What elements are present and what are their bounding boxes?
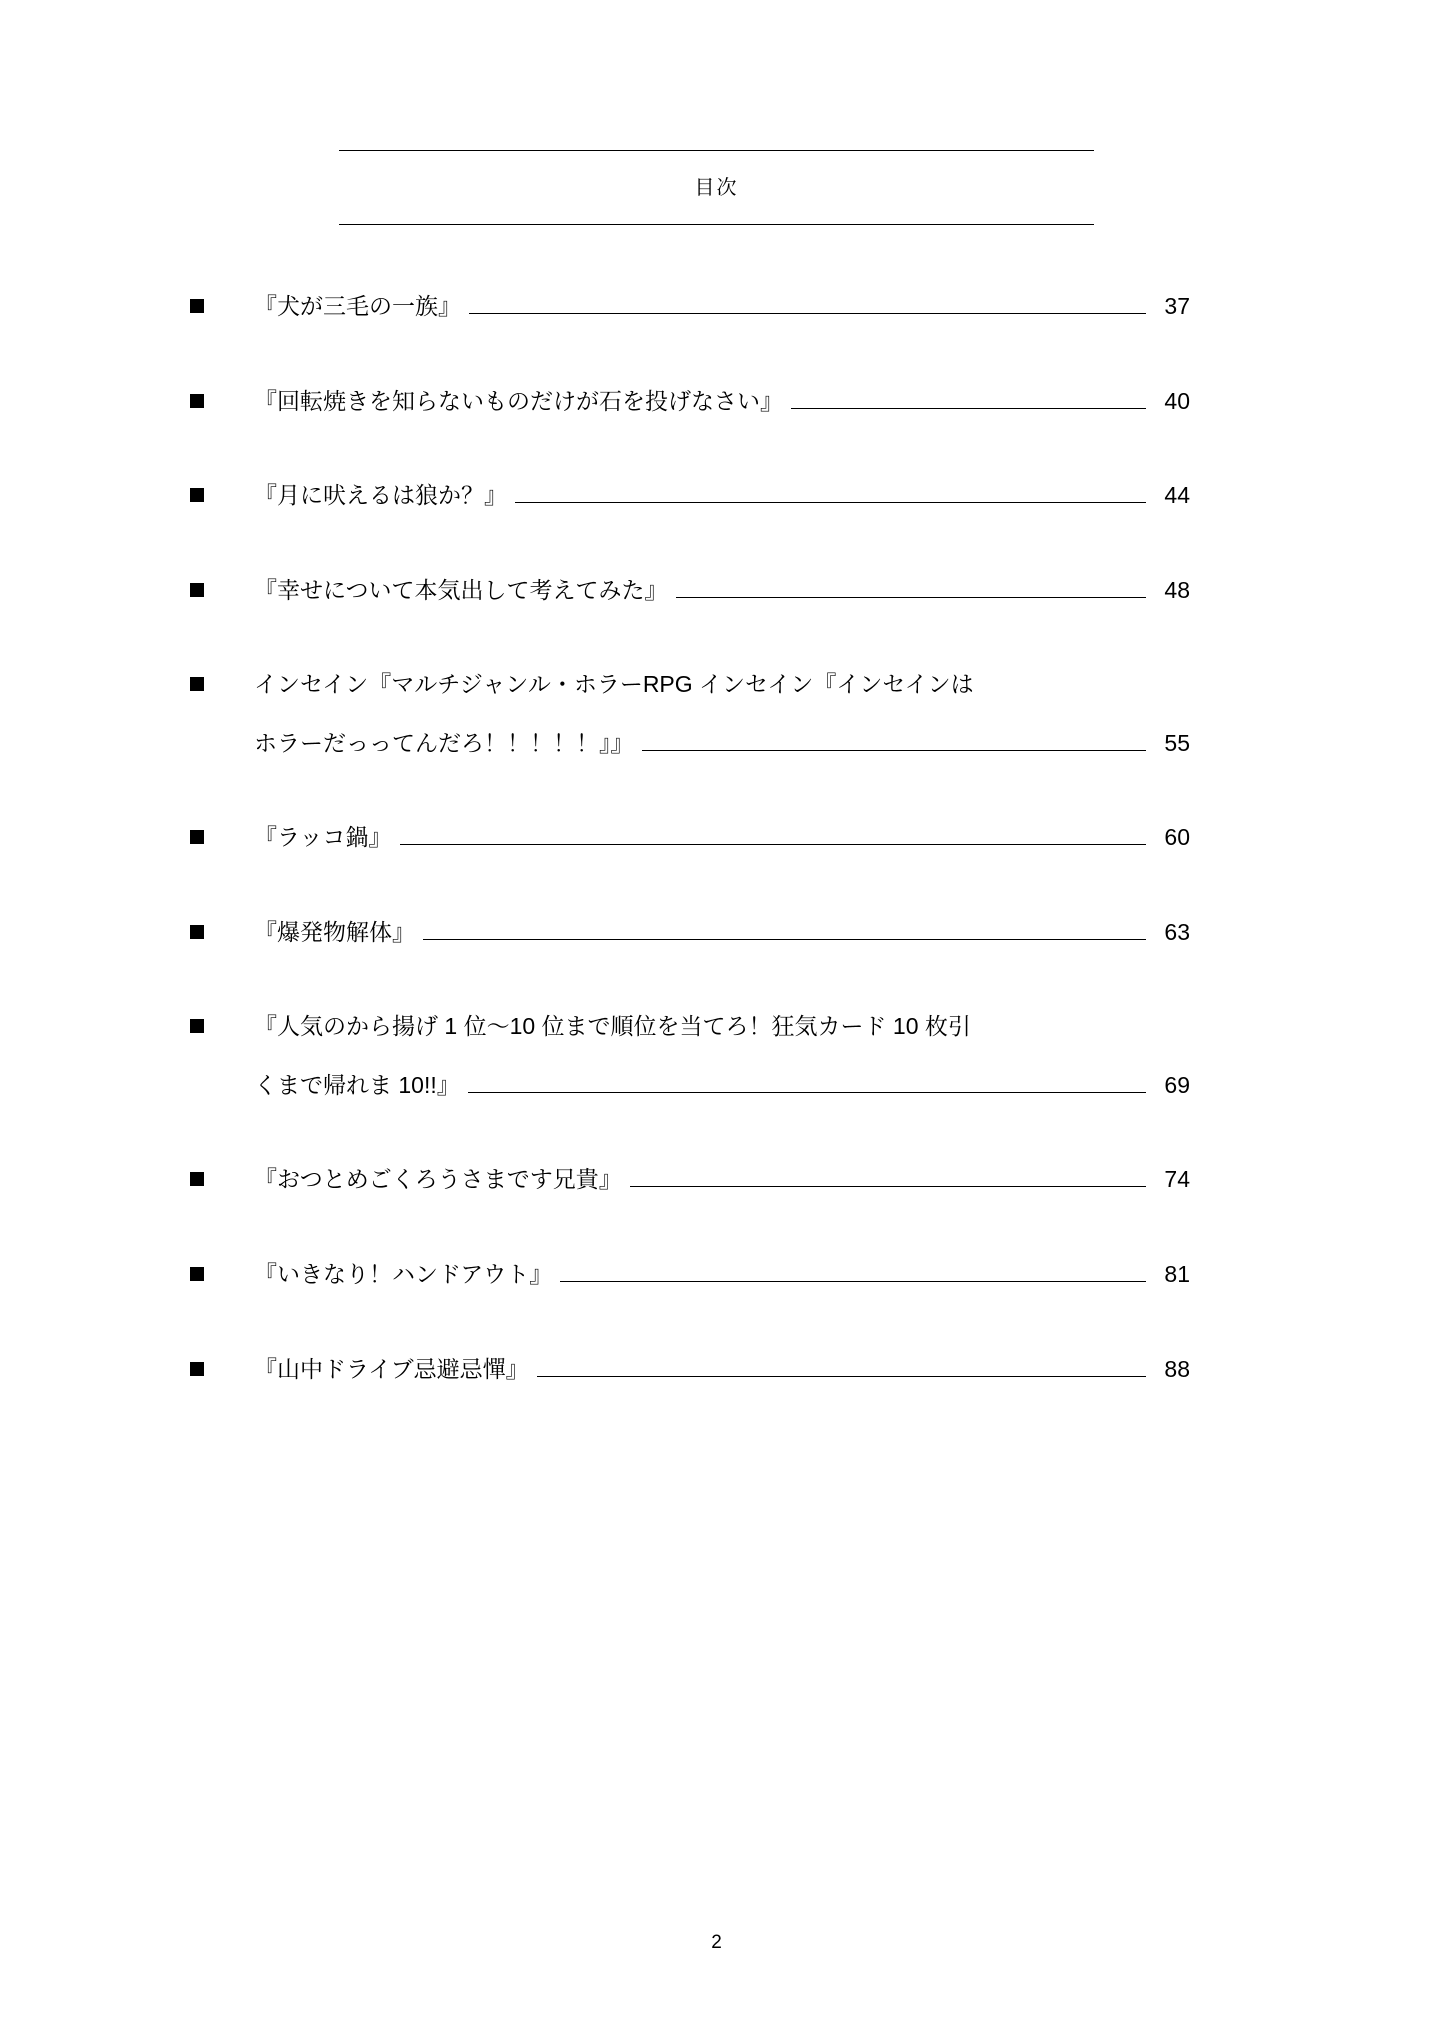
leader-line bbox=[400, 844, 1146, 845]
leader-line bbox=[468, 1092, 1146, 1093]
square-bullet-icon bbox=[190, 488, 204, 502]
toc-entry-body bbox=[254, 816, 1190, 859]
page-title: 目次 bbox=[694, 177, 739, 199]
toc-entry-title-line1: インセイン『マルチジャンル・ホラーRPG インセイン『インセインは bbox=[254, 671, 974, 698]
toc-entry-body bbox=[254, 1158, 1190, 1201]
toc-entry-body bbox=[254, 474, 1190, 517]
toc-entry-page: 81 bbox=[1164, 1261, 1190, 1288]
leader-line bbox=[630, 1186, 1146, 1187]
toc-header bbox=[339, 0, 1094, 225]
toc-entry-body bbox=[254, 1253, 1190, 1296]
toc-entry-page: 69 bbox=[1164, 1071, 1190, 1098]
toc-entry[interactable] bbox=[190, 1348, 1190, 1391]
toc-entry-page: 63 bbox=[1164, 918, 1190, 945]
toc-entry-title: 『回転焼きを知らないものだけが石を投げなさい』 bbox=[254, 387, 783, 414]
page-footer: 2 bbox=[711, 1932, 722, 1953]
toc-entry[interactable] bbox=[190, 663, 1190, 764]
toc-entry-title-line1: 『人気のから揚げ 1 位〜10 位まで順位を当てろ！狂気カード 10 枚引 bbox=[254, 1013, 971, 1040]
toc-entry[interactable] bbox=[190, 474, 1190, 517]
toc-entry-title: 『いきなり！ハンドアウト』 bbox=[254, 1261, 553, 1288]
toc-entry-body bbox=[254, 663, 1190, 764]
leader-line bbox=[642, 750, 1147, 751]
square-bullet-icon bbox=[190, 1267, 204, 1281]
square-bullet-icon bbox=[190, 394, 204, 408]
toc-entry[interactable] bbox=[190, 1005, 1190, 1106]
square-bullet-icon bbox=[190, 583, 204, 597]
toc-entry-title: 『幸せについて本気出して考えてみた』 bbox=[254, 576, 668, 603]
toc-entry-page: 60 bbox=[1164, 824, 1190, 851]
leader-line bbox=[423, 939, 1146, 940]
toc-entry-title: くまで帰れま 10!!』 bbox=[254, 1071, 460, 1098]
toc-entry-page: 88 bbox=[1164, 1355, 1190, 1382]
toc-entry-title: 『犬が三毛の一族』 bbox=[254, 293, 461, 319]
square-bullet-icon bbox=[190, 299, 204, 313]
square-bullet-icon bbox=[190, 1362, 204, 1376]
toc-entry-page: 44 bbox=[1164, 482, 1190, 509]
leader-line bbox=[791, 408, 1146, 409]
toc-entry-page: 55 bbox=[1164, 729, 1190, 756]
toc-entry[interactable] bbox=[190, 1253, 1190, 1296]
toc-entry-title: 『爆発物解体』 bbox=[254, 918, 415, 945]
toc-entry[interactable] bbox=[190, 911, 1190, 954]
leader-line bbox=[676, 597, 1146, 598]
toc-entry-body bbox=[254, 911, 1190, 954]
toc-list bbox=[190, 285, 1190, 1390]
leader-line bbox=[515, 502, 1146, 503]
leader-line bbox=[560, 1281, 1146, 1282]
toc-entry-title: 『山中ドライブ忌避忌憚』 bbox=[254, 1355, 529, 1382]
toc-entry-page: 48 bbox=[1164, 576, 1190, 603]
leader-line bbox=[537, 1376, 1146, 1377]
toc-entry[interactable] bbox=[190, 285, 1190, 328]
toc-entry[interactable] bbox=[190, 569, 1190, 612]
toc-entry-title: 『おつとめごくろうさまです兄貴』 bbox=[254, 1166, 622, 1193]
toc-entry-body bbox=[254, 1348, 1190, 1391]
toc-entry-body bbox=[254, 1005, 1190, 1106]
square-bullet-icon bbox=[190, 925, 204, 939]
square-bullet-icon bbox=[190, 1019, 204, 1033]
toc-entry-title: 『月に吠えるは狼か？』 bbox=[254, 482, 507, 509]
toc-entry-page: 37 bbox=[1164, 293, 1190, 319]
toc-entry-body bbox=[254, 569, 1190, 612]
toc-entry-body bbox=[254, 285, 1190, 328]
square-bullet-icon bbox=[190, 677, 204, 691]
leader-line bbox=[469, 313, 1146, 314]
square-bullet-icon bbox=[190, 830, 204, 844]
toc-entry-body bbox=[254, 380, 1190, 423]
toc-entry[interactable] bbox=[190, 1158, 1190, 1201]
toc-entry-page: 74 bbox=[1164, 1166, 1190, 1193]
toc-entry-title: 『ラッコ鍋』 bbox=[254, 824, 392, 851]
header-rule-bottom bbox=[339, 224, 1094, 225]
toc-entry-title: ホラーだっってんだろ！！！！！』』 bbox=[254, 729, 634, 756]
toc-entry-page: 40 bbox=[1164, 387, 1190, 414]
toc-entry[interactable] bbox=[190, 816, 1190, 859]
square-bullet-icon bbox=[190, 1172, 204, 1186]
toc-entry[interactable] bbox=[190, 380, 1190, 423]
